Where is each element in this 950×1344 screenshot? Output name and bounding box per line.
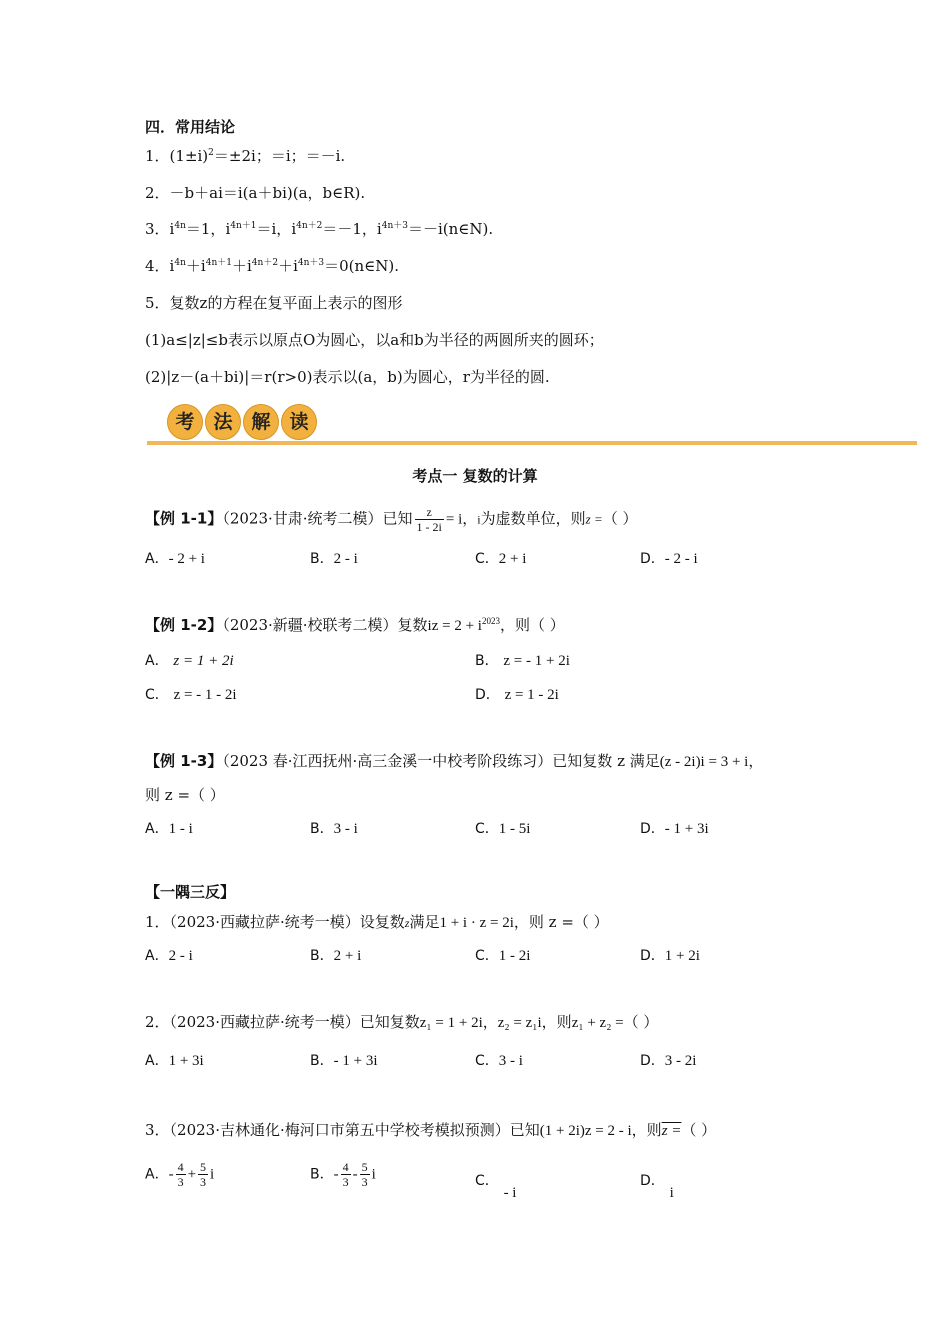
option-c[interactable]: C．1 - 5i xyxy=(475,821,531,837)
banner-char: 读 xyxy=(281,404,317,440)
banner-char: 解 xyxy=(243,404,279,440)
option-a[interactable]: A．2 - i xyxy=(145,948,193,964)
fraction: $\frac{z}{1 - 2i}$ xyxy=(416,505,442,534)
option-a[interactable]: A．1 - i xyxy=(145,821,193,837)
conclusion-5: 5．复数z的方程在复平面上表示的图形 xyxy=(145,294,403,312)
option-c[interactable]: C．2 + i xyxy=(475,551,527,567)
fraction: $\frac{4}{3}$ xyxy=(342,1160,349,1189)
conclusion-4: 4．$i^{4n}+i^{4n+1}+i^{4n+2}+i^{4n+3}=0(n\in N)$. xyxy=(145,257,400,275)
fraction: $\frac{5}{3}$ xyxy=(200,1160,207,1189)
option-a[interactable]: A．- 2 + i xyxy=(145,551,205,567)
option-a[interactable]: A． z = 1 + 2i xyxy=(145,653,234,669)
option-c[interactable]: C．3 - i xyxy=(475,1053,523,1069)
option-d[interactable]: D．- 1 + 3i xyxy=(640,821,709,837)
option-b[interactable]: B．- $\frac{4}{3}$ - $\frac{5}{3}$ i xyxy=(310,1160,376,1189)
practice-question-1: 1．（2023·西藏拉萨·统考一模）设复数z满足1 + i · z = 2i，则 z =（ ） xyxy=(145,913,609,931)
banner-char: 法 xyxy=(205,404,241,440)
option-b[interactable]: B．2 + i xyxy=(310,948,362,964)
fraction: $\frac{4}{3}$ xyxy=(177,1160,184,1189)
banner-char: 考 xyxy=(167,404,203,440)
example-1-3-line2: 则 z =（ ） xyxy=(145,786,225,804)
option-b[interactable]: B．3 - i xyxy=(310,821,358,837)
option-a[interactable]: A．- $\frac{4}{3}$ + $\frac{5}{3}$ i xyxy=(145,1160,215,1189)
option-c[interactable]: C． - i xyxy=(475,1173,517,1201)
section-heading: 四．常用结论 xyxy=(145,118,236,136)
conclusion-2: 2．－b＋ai＝i(a＋bi)(a，b∈R). xyxy=(145,184,366,202)
option-d[interactable]: D． z = 1 - 2i xyxy=(475,687,559,703)
section-banner xyxy=(147,400,917,448)
conclusion-5a: (1)a≤|z|≤b表示以原点O为圆心，以a和b为半径的两圆所夹的圆环； xyxy=(145,331,604,349)
conclusion-1: 1．$(1\pm i)^2=\pm 2i$；＝i；＝－i. xyxy=(145,147,346,165)
practice-question-3: 3．（2023·吉林通化·梅河口市第五中学校考模拟预测）已知(1 + 2i)z = 2 - i，则z =（ ） xyxy=(145,1121,717,1139)
option-c[interactable]: C． z = - 1 - 2i xyxy=(145,687,237,703)
fraction: $\frac{5}{3}$ xyxy=(361,1160,368,1189)
conclusion-5b: (2)|z－(a＋bi)|＝r(r>0)表示以(a，b)为圆心，r为半径的圆. xyxy=(145,368,550,386)
practice-heading: 【一隅三反】 xyxy=(145,883,236,901)
banner-rule xyxy=(147,441,917,445)
option-d[interactable]: D．- 2 - i xyxy=(640,551,698,567)
option-d[interactable]: D．3 - 2i xyxy=(640,1053,697,1069)
option-b[interactable]: B． z = - 1 + 2i xyxy=(475,653,570,669)
conclusion-3: 3．$i^{4n}=1$，$i^{4n+1}=i$，$i^{4n+2}=-1$，$i^{4n+3}=-i(n\in N)$. xyxy=(145,220,494,238)
example-1-2: 【例 1-2】（2023·新疆·校联考二模）复数iz = $2 + i^{2023}$，则（ ） xyxy=(145,616,565,634)
practice-question-2: 2．（2023·西藏拉萨·统考一模）已知复数z₁ = 1 + 2i，z₂ = z₁i，则z₁ + z₂ =（ ） xyxy=(145,1013,659,1031)
example-1-1: 【例 1-1】（2023·甘肃·统考二模）已知 $\frac{z}{1 - 2i}$ = i，i为虚数单位，则z =（ ） xyxy=(145,505,638,534)
topic-title: 考点一 复数的计算 xyxy=(412,467,538,485)
option-a[interactable]: A．1 + 3i xyxy=(145,1053,204,1069)
option-b[interactable]: B．- 1 + 3i xyxy=(310,1053,378,1069)
option-d[interactable]: D．1 + 2i xyxy=(640,948,700,964)
option-c[interactable]: C．1 - 2i xyxy=(475,948,531,964)
example-1-3: 【例 1-3】（2023 春·江西抚州·高三金溪一中校考阶段练习）已知复数 z 满足(z - 2i)i = 3 + i， xyxy=(145,752,764,770)
option-d[interactable]: D． i xyxy=(640,1173,674,1201)
option-b[interactable]: B．2 - i xyxy=(310,551,358,567)
